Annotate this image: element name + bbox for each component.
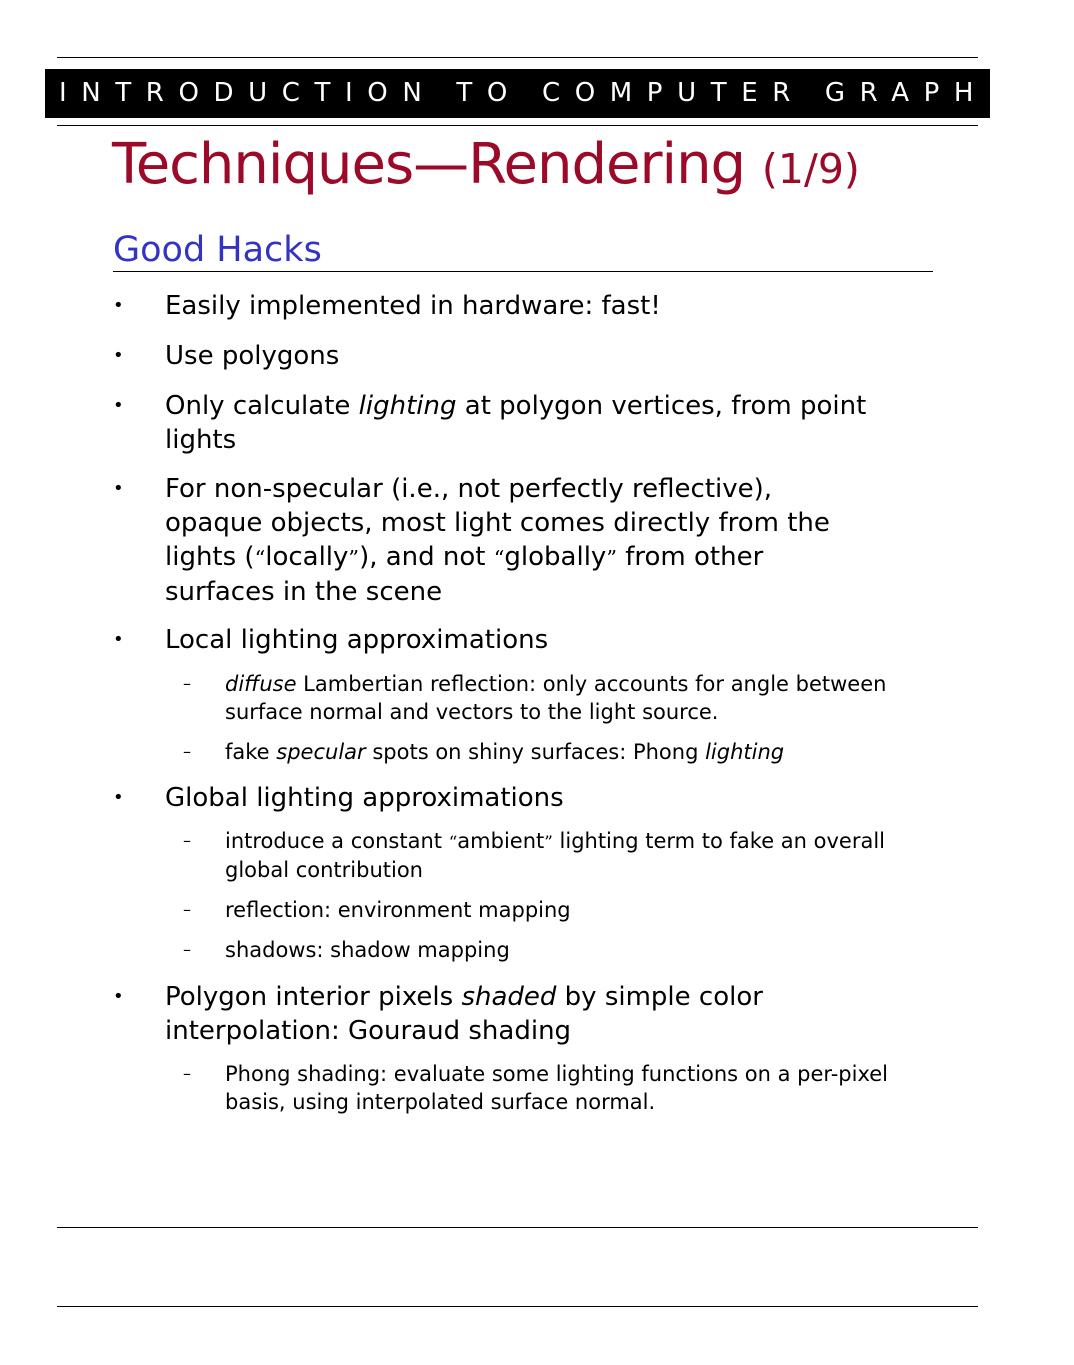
sub-bullet-text [225, 738, 903, 766]
slide-counter: (1/9) [761, 145, 860, 193]
banner-word-4: GRAPHICS [824, 78, 1074, 108]
bullet-glyph: • [113, 395, 124, 416]
bullet-glyph: • [113, 787, 124, 808]
dash-glyph: – [183, 900, 191, 919]
slide-title [112, 132, 860, 197]
banner-bottom-rule [57, 125, 978, 126]
subtitle-rule [113, 271, 933, 272]
slide-title-text: Techniques—Rendering [112, 132, 746, 197]
sub-bullet-item [183, 936, 903, 964]
close-quote: ” [544, 832, 553, 852]
text-run: at polygon vertices, from point lights [165, 391, 867, 455]
bullet-item [113, 781, 873, 815]
banner-word-3: COMPUTER [541, 78, 805, 108]
text-run: Lambertian reflection: only accounts for angle between surface normal and vectors to the light source. [225, 672, 887, 724]
open-quote: “ [254, 546, 266, 570]
bullet-glyph: • [113, 629, 124, 650]
sub-bullet-item [183, 896, 903, 924]
bullet-text [165, 980, 873, 1048]
sub-bullet-item [183, 670, 903, 726]
close-quote: ” [606, 546, 617, 570]
sub-bullet-text: Phong shading: evaluate some lighting functions on a per-pixel basis, using interpolated surface normal. [225, 1062, 888, 1114]
bullet-text [165, 472, 873, 609]
sub-bullet-item [183, 1060, 903, 1116]
bullet-text: Easily implemented in hardware: fast! [165, 291, 661, 321]
bullet-glyph: • [113, 295, 124, 316]
text-run: ), and not [359, 542, 494, 572]
sub-bullet-text: reflection: environment mapping [225, 898, 571, 922]
text-run: fake [225, 740, 277, 764]
footer-bottom-rule [57, 1306, 978, 1307]
bullet-item [113, 389, 873, 457]
footer-top-rule [57, 1227, 978, 1228]
bullet-text: Local lighting approximations [165, 625, 549, 655]
dash-glyph: – [183, 1064, 191, 1083]
text-run: from other surfaces in the scene [165, 542, 764, 607]
bullet-item [113, 980, 873, 1048]
banner-word-1: INTRODUCTION [59, 78, 437, 108]
banner-word-2: TO [456, 78, 522, 108]
quoted-word: globally [504, 542, 607, 572]
text-run: Only calculate [165, 391, 359, 421]
bullet-glyph: • [113, 345, 124, 366]
section-subtitle: Good Hacks [113, 230, 322, 270]
bullet-text: Use polygons [165, 341, 340, 371]
emphasis-text: specular [276, 740, 366, 764]
text-run: introduce a constant [225, 829, 449, 853]
text-run: lighting term to fake an overall global contribution [225, 829, 886, 882]
dash-glyph: – [183, 940, 191, 959]
course-banner [45, 69, 1074, 118]
sub-bullet-item [183, 827, 903, 884]
open-quote: “ [493, 546, 505, 570]
sub-bullet-text [225, 827, 903, 884]
quoted-word: ambient [457, 829, 545, 853]
sub-bullet-text: shadows: shadow mapping [225, 938, 510, 962]
text-run: by simple color interpolation: Gouraud shading [165, 982, 763, 1046]
close-quote: ” [348, 546, 360, 570]
bullet-text: Global lighting approximations [165, 783, 564, 813]
emphasis-text: shaded [461, 982, 557, 1012]
text-run: Polygon interior pixels [165, 982, 462, 1012]
emphasis-text: lighting [705, 740, 785, 764]
bullet-glyph: • [113, 986, 124, 1007]
open-quote: “ [448, 832, 458, 852]
top-rule [57, 57, 978, 58]
bullet-item [113, 472, 873, 609]
dash-glyph: – [183, 831, 191, 850]
dash-glyph: – [183, 742, 191, 761]
text-run: spots on shiny surfaces: Phong [365, 740, 706, 764]
emphasis-text: lighting [358, 391, 457, 421]
bullet-glyph: • [113, 478, 124, 499]
bullet-item [113, 289, 873, 323]
sub-bullet-item [183, 738, 903, 766]
sub-bullet-text [225, 670, 903, 726]
bullet-item [113, 339, 873, 373]
emphasis-text: diffuse [225, 672, 297, 696]
bullet-item [113, 623, 873, 657]
dash-glyph: – [183, 674, 191, 693]
bullet-text [165, 389, 873, 457]
text-run: For non-specular (i.e., not perfectly reflective), opaque objects, most light comes directly from the lights ( [165, 474, 830, 572]
quoted-word: locally [265, 542, 349, 572]
